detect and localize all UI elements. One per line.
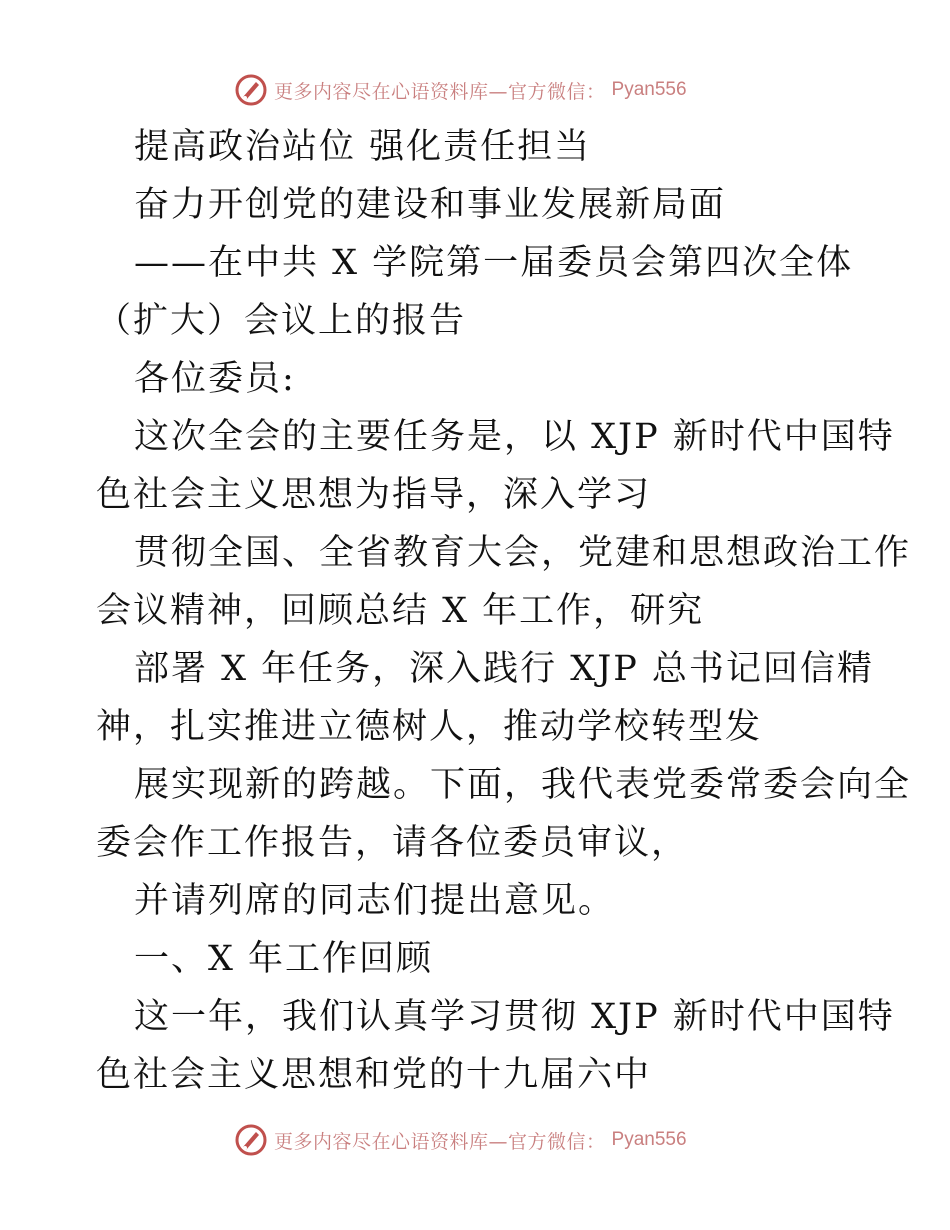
paragraph-line: 色社会主义思想为指导，深入学习: [96, 475, 652, 515]
subtitle-line-2: （扩大）会议上的报告: [96, 301, 467, 341]
paragraph-line: 展实现新的跨越。下面，我代表党委常委会向全: [134, 765, 912, 805]
pen-logo-icon: [234, 73, 268, 107]
paragraph-line: 并请列席的同志们提出意见。: [134, 881, 616, 921]
footer-watermark: [234, 1122, 687, 1158]
watermark-handle: Pyan556: [611, 79, 687, 100]
pen-logo-icon: [234, 1123, 268, 1157]
section-heading: 一、X 年工作回顾: [134, 939, 434, 979]
paragraph-line: 部署 X 年任务，深入践行 XJP 总书记回信精: [134, 649, 874, 689]
title-line-1: 提高政治站位 强化责任担当: [134, 127, 592, 167]
watermark-text: 更多内容尽在心语资料库—官方微信：: [274, 1130, 606, 1153]
subtitle-line-1: ——在中共 X 学院第一届委员会第四次全体: [134, 243, 854, 283]
paragraph-line: 委会作工作报告，请各位委员审议，: [96, 823, 689, 863]
paragraph-line: 贯彻全国、全省教育大会，党建和思想政治工作: [134, 533, 912, 573]
watermark-text: 更多内容尽在心语资料库—官方微信：: [274, 80, 606, 103]
salutation: 各位委员:: [134, 359, 296, 399]
paragraph-line: 这次全会的主要任务是，以 XJP 新时代中国特: [134, 417, 895, 457]
header-watermark: [234, 72, 687, 108]
document-body: [96, 118, 912, 1104]
title-line-2: 奋力开创党的建设和事业发展新局面: [134, 185, 727, 225]
paragraph-line: 色社会主义思想和党的十九届六中: [96, 1055, 652, 1095]
paragraph-line: 神，扎实推进立德树人，推动学校转型发: [96, 707, 763, 747]
watermark-handle: Pyan556: [611, 1129, 687, 1150]
paragraph-line: 这一年，我们认真学习贯彻 XJP 新时代中国特: [134, 997, 895, 1037]
paragraph-line: 会议精神，回顾总结 X 年工作，研究: [96, 591, 705, 631]
